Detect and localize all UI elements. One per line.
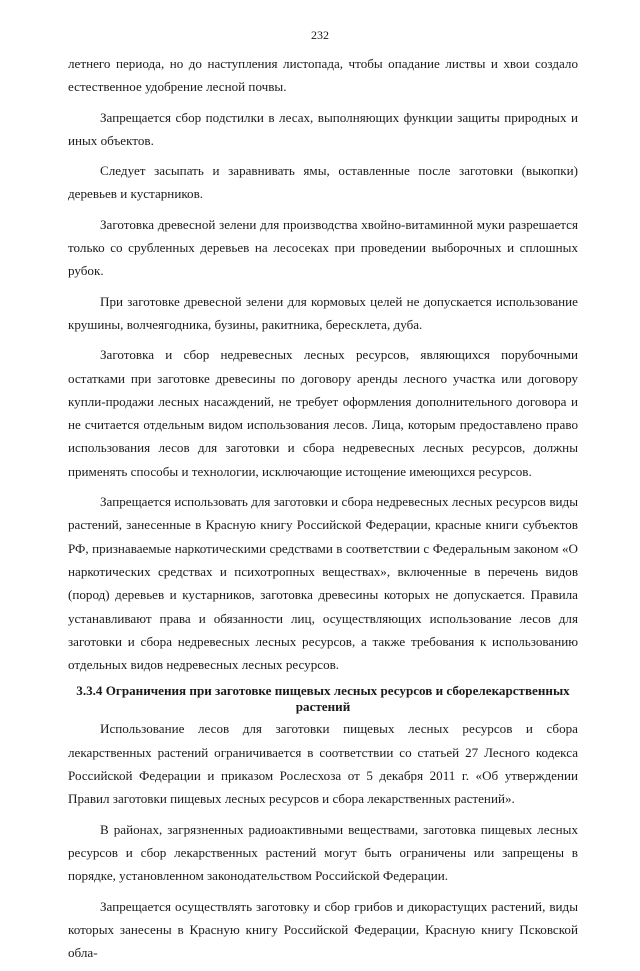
paragraph: При заготовке древесной зелени для кормовых целей не допускается использование крушины, волчеягодника, бузины, ракитника, бересклета, дуба. (68, 293, 578, 332)
paragraph: летнего периода, но до наступления листопада, чтобы опадание листвы и хвои создало естественное удобрение лесной почвы. (68, 56, 578, 95)
paragraph: Использование лесов для заготовки пищевых лесных ресурсов и сбора лекарственных растений ограничивается в соответствии со статьей 27 Лесного кодекса Российской Федерации и приказом Рослесхоза от 5 декабря 2011 г. «Об утверждении Правил заготовки пищевых лесных ресурсов и сбора лекарственных растений». (68, 721, 578, 807)
paragraph: Заготовка и сбор недревесных лесных ресурсов, являющихся порубочными остатками при заготовке древесины по договору аренды лесного участка или договору купли-продажи лесных насаждений, не требует оформления дополнительного договора и не считается отдельным видом использования лесов. Лица, которым предоставлено право использования лесов для заготовки и сбора недревесных лесных ресурсов, должны применять способы и технологии, исключающие истощение имеющихся ресурсов. (68, 347, 578, 479)
paragraph: Заготовка древесной зелени для производства хвойно-витаминной муки разрешается только со срубленных деревьев на лесосеках при проведении выборочных и сплошных рубок. (68, 216, 578, 279)
paragraph: Запрещается осуществлять заготовку и сбор грибов и дикорастущих растений, виды которых занесены в Красную книгу Российской Федерации, Красную книгу Псковской обла- (68, 898, 578, 961)
section-heading: 3.3.4 Ограничения при заготовке пищевых лесных ресурсов и сборелекарственных растений (76, 683, 570, 715)
page-number: 232 (311, 28, 329, 42)
paragraph: В районах, загрязненных радиоактивными веществами, заготовка пищевых лесных ресурсов и сбор лекарственных растений могут быть ограничены или запрещены в порядке, установленном законодательством Российской Федерации. (68, 821, 578, 884)
paragraph: Запрещается сбор подстилки в лесах, выполняющих функции защиты природных и иных объектов. (68, 109, 578, 148)
paragraph: Следует засыпать и заравнивать ямы, оставленные после заготовки (выкопки) деревьев и кустарников. (68, 163, 578, 202)
paragraph: Запрещается использовать для заготовки и сбора недревесных лесных ресурсов виды растений, занесенные в Красную книгу Российской Федерации, красные книги субъектов РФ, признаваемые наркотическими средствами в соответствии с Федеральным законом «О наркотических средствах и психотропных веществах», включенные в перечень видов (пород) деревьев и кустарников, заготовка древесины которых не допускается. Правила устанавливают права и обязанности лиц, осуществляющих использование лесов для заготовки и сбора недревесных лесных ресурсов, а также требования к использованию отдельных видов недревесных лесных ресурсов. (68, 494, 578, 673)
document-body (68, 52, 578, 971)
